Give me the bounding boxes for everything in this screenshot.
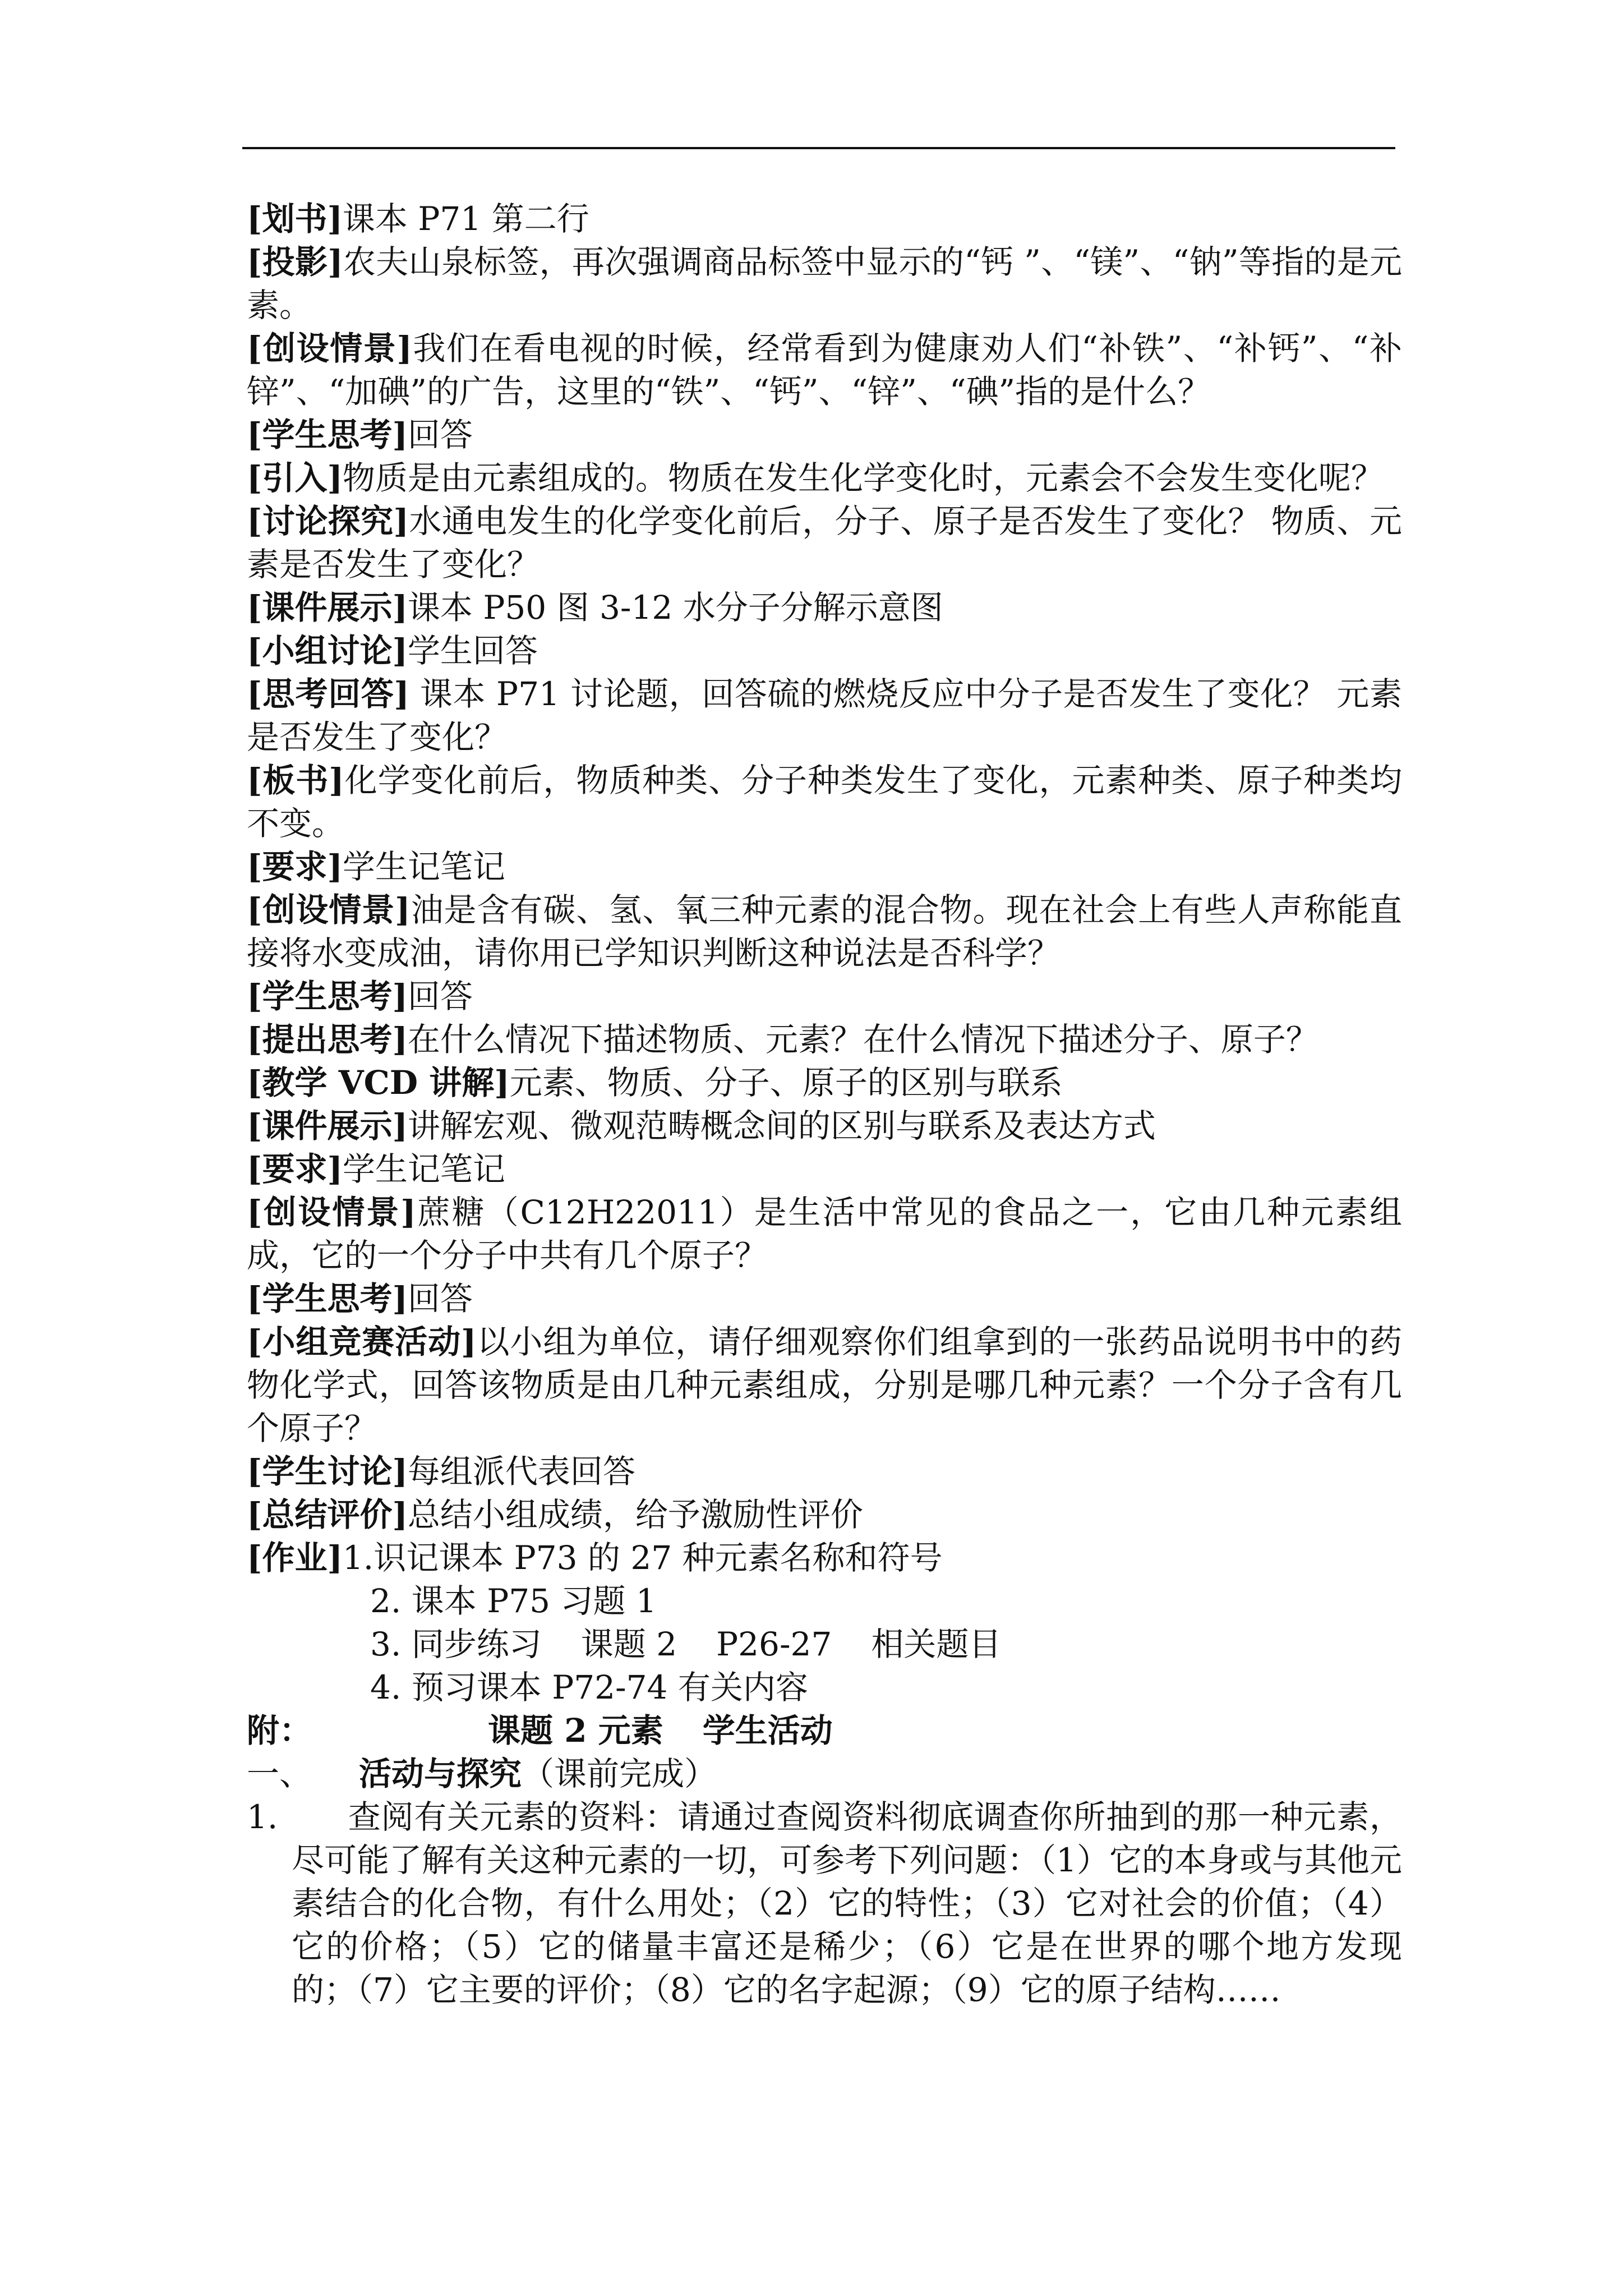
lesson-line-8 (247, 629, 1402, 673)
line-tag: [总结评价] (247, 1496, 408, 1534)
header-rule (242, 147, 1395, 149)
line-tag: [要求] (247, 848, 343, 886)
lesson-line-1 (247, 197, 1402, 241)
line-tag: [引入] (247, 459, 343, 497)
appendix-subtitle: 学生活动 (702, 1711, 833, 1750)
lesson-line-23 (247, 1536, 1402, 1580)
homework-item-3-part-d: 相关题目 (871, 1625, 1002, 1663)
line-tag: [划书] (247, 200, 343, 238)
line-text: 物质是由元素组成的。物质在发生化学变化时，元素会不会发生变化呢？ (342, 459, 1384, 497)
line-tag: [学生讨论] (247, 1452, 408, 1490)
line-tag: [小组竞赛活动] (247, 1323, 477, 1361)
line-text: 每组派代表回答 (407, 1452, 635, 1490)
line-tag: [要求] (247, 1150, 343, 1188)
line-tag: [学生思考] (247, 977, 408, 1015)
lesson-line-14 (247, 1018, 1402, 1061)
line-tag: [课件展示] (247, 1107, 408, 1145)
homework-item-2: 2. 课本 P75 习题 1 (370, 1582, 657, 1620)
lesson-line-18 (247, 1191, 1402, 1277)
lesson-line-9 (247, 673, 1402, 759)
homework-item-3 (247, 1623, 1402, 1666)
line-tag: [提出思考] (247, 1020, 408, 1059)
document-body (247, 197, 1402, 2012)
line-text: 课本 P71 讨论题，回答硫的燃烧反应中分子是否发生了变化？ 元素是否发生了变化？ (247, 675, 1403, 756)
lesson-line-21 (247, 1450, 1402, 1493)
line-tag: [学生思考] (247, 416, 408, 454)
line-tag: [课件展示] (247, 588, 408, 627)
lesson-line-15 (247, 1061, 1402, 1105)
section-title: 活动与探究 (359, 1755, 522, 1793)
line-tag: [创设情景] (247, 1193, 416, 1231)
lesson-line-7 (247, 586, 1402, 629)
line-text: 蔗糖（C12H22011）是生活中常见的食品之一，它由几种元素组成，它的一个分子中共有几个原子？ (247, 1193, 1402, 1274)
appendix-label: 附： (247, 1711, 312, 1750)
homework-item-4: 4. 预习课本 P72-74 有关内容 (370, 1668, 808, 1706)
lesson-line-6 (247, 500, 1402, 586)
line-text: 课本 P71 第二行 (342, 200, 589, 238)
line-text: 学生回答 (407, 632, 538, 670)
line-text: 农夫山泉标签，再次强调商品标签中显示的“钙 ”、“镁”、“钠”等指的是元素。 (247, 243, 1402, 324)
line-text: 水通电发生的化学变化前后，分子、原子是否发生了变化？ 物质、元素是否发生了变化？ (247, 502, 1402, 583)
homework-item-3-part-a: 3. 同步练习 (370, 1625, 542, 1663)
line-tag: [创设情景] (247, 329, 412, 367)
appendix-heading (247, 1709, 1402, 1752)
line-tag: [作业] (247, 1539, 343, 1577)
line-text: 元素、物质、分子、原子的区别与联系 (509, 1064, 1063, 1102)
lesson-line-17 (247, 1148, 1402, 1191)
line-tag: [思考回答] (247, 675, 409, 713)
line-text: 课本 P50 图 3-12 水分子分解示意图 (407, 588, 943, 627)
section-heading (247, 1752, 1402, 1796)
line-tag: [投影] (247, 243, 343, 281)
appendix-title: 课题 2 元素 (488, 1711, 663, 1750)
lesson-line-13 (247, 975, 1402, 1018)
line-tag: [教学 VCD 讲解] (247, 1064, 510, 1102)
lesson-line-12 (247, 889, 1402, 975)
homework-item-3-part-b: 课题 2 (580, 1625, 677, 1663)
line-text: 在什么情况下描述物质、元素？在什么情况下描述分子、原子？ (407, 1020, 1318, 1059)
line-text: 我们在看电视的时候，经常看到为健康劝人们“补铁”、“补钙”、“补锌”、“加碘”的广告，这里的“铁”、“钙”、“锌”、“碘”指的是什么？ (247, 329, 1402, 411)
lesson-line-10 (247, 759, 1402, 845)
line-text: 回答 (407, 977, 473, 1015)
section-note: （课前完成） (522, 1755, 717, 1793)
line-text: 化学变化前后，物质种类、分子种类发生了变化，元素种类、原子种类均不变。 (247, 761, 1402, 843)
line-tag: [板书] (247, 761, 344, 799)
line-text: 学生记笔记 (342, 848, 505, 886)
line-text: 以小组为单位，请仔细观察你们组拿到的一张药品说明书中的药物化学式，回答该物质是由几种元素组成，分别是哪几种元素？一个分子含有几个原子？ (247, 1323, 1402, 1447)
line-text: 1.识记课本 P73 的 27 种元素名称和符号 (342, 1539, 943, 1577)
lesson-line-16 (247, 1105, 1402, 1148)
lesson-line-20 (247, 1320, 1402, 1450)
line-text: 油是含有碳、氢、氧三种元素的混合物。现在社会上有些人声称能直接将水变成油，请你用已学知识判断这种说法是否科学？ (247, 891, 1402, 972)
lesson-line-22 (247, 1493, 1402, 1536)
line-text: 回答 (407, 1280, 473, 1318)
line-text: 总结小组成绩，给予激励性评价 (407, 1496, 863, 1534)
line-tag: [创设情景] (247, 891, 411, 929)
homework-item-3-part-c: P26-27 (716, 1625, 832, 1663)
activity-item-number: 1. (247, 1798, 278, 1836)
line-text: 回答 (407, 416, 473, 454)
line-tag: [学生思考] (247, 1280, 408, 1318)
section-number: 一、 (247, 1755, 312, 1793)
line-tag: [小组讨论] (247, 632, 408, 670)
lesson-line-2 (247, 241, 1402, 327)
lesson-line-5 (247, 457, 1402, 500)
activity-item-text: 查阅有关元素的资料：请通过查阅资料彻底调查你所抽到的那一种元素，尽可能了解有关这种元素的一切，可参考下列问题：（1）它的本身或与其他元素结合的化合物，有什么用处；（2）它的特性；（3）它对社会的价值；（4）它的价格；（5）它的储量丰富还是稀少；（6）它是在世界的哪个地方发现的；（7）它主要的评价；（8）它的名字起源；（9）它的原子结构…… (292, 1798, 1402, 2009)
line-text: 讲解宏观、微观范畴概念间的区别与联系及表达方式 (407, 1107, 1156, 1145)
activity-item-1 (247, 1796, 1402, 2012)
lesson-line-19 (247, 1277, 1402, 1320)
lesson-line-4 (247, 413, 1402, 457)
lesson-line-11 (247, 845, 1402, 889)
lesson-line-3 (247, 327, 1402, 413)
line-text: 学生记笔记 (342, 1150, 505, 1188)
line-tag: [讨论探究] (247, 502, 409, 540)
